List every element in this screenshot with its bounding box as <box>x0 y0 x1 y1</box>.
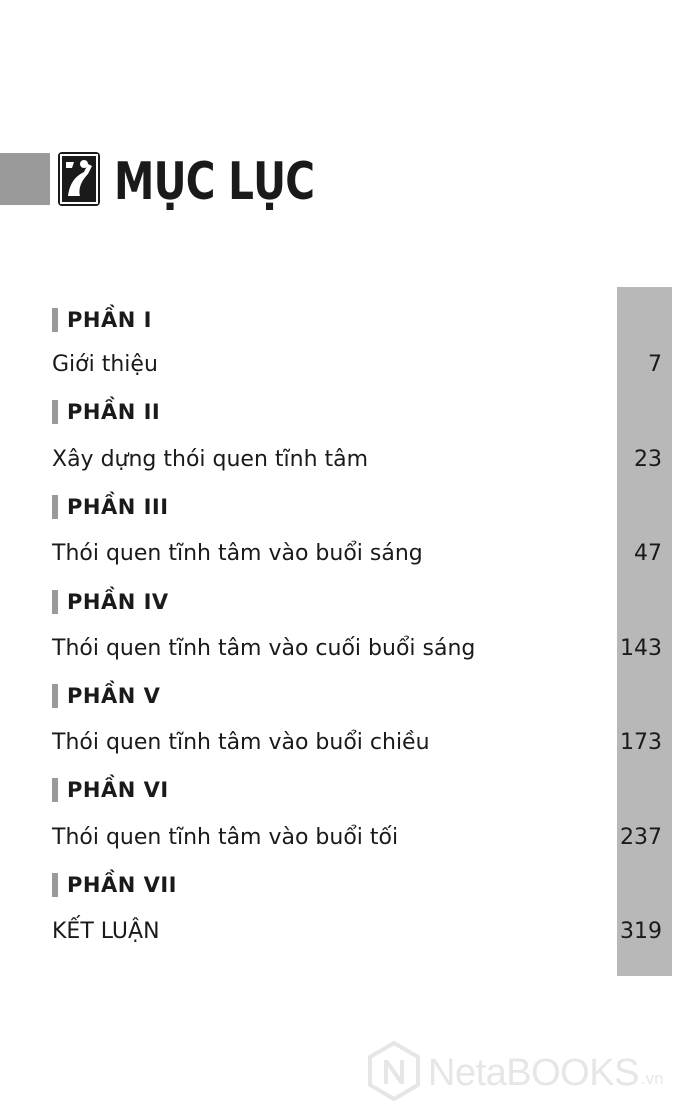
toc-entry-page: 47 <box>634 541 662 566</box>
toc-entry-page: 319 <box>620 919 662 944</box>
toc-entry-title[interactable]: KẾT LUẬN <box>52 919 160 944</box>
part-marker <box>52 495 58 519</box>
toc-entry-title[interactable]: Giới thiệu <box>52 352 158 377</box>
watermark-suffix: .vn <box>640 1069 664 1088</box>
toc-part-heading <box>52 681 160 711</box>
toc-entry-title[interactable]: Xây dựng thói quen tĩnh tâm <box>52 447 369 472</box>
part-marker <box>52 778 58 802</box>
part-label: PHẦN II <box>67 400 161 424</box>
toc-part-heading <box>52 492 169 522</box>
watermark-brand: NetaBOOKS <box>428 1051 639 1094</box>
toc-entry-page: 143 <box>620 636 662 661</box>
watermark <box>366 1040 664 1106</box>
part-label: PHẦN V <box>67 684 161 708</box>
toc-entry-page: 7 <box>648 352 662 377</box>
toc-entry-title[interactable]: Thói quen tĩnh tâm vào buổi sáng <box>52 541 423 566</box>
toc-entry-page: 23 <box>634 447 662 472</box>
part-label: PHẦN I <box>67 308 152 332</box>
toc-part-heading <box>52 397 160 427</box>
part-marker <box>52 590 58 614</box>
toc-entry-title[interactable]: Thói quen tĩnh tâm vào buổi chiều <box>52 730 430 755</box>
part-label: PHẦN VI <box>67 778 169 802</box>
page-title: MỤC LỤC <box>114 152 315 212</box>
toc-entry-page: 173 <box>620 730 662 755</box>
part-label: PHẦN VII <box>67 873 177 897</box>
hexagon-n-logo-icon <box>366 1040 422 1106</box>
toc-part-heading <box>52 775 169 805</box>
toc-part-heading <box>52 305 152 335</box>
part-label: PHẦN IV <box>67 590 169 614</box>
part-marker <box>52 873 58 897</box>
toc-entry-page: 237 <box>620 825 662 850</box>
part-label: PHẦN III <box>67 495 169 519</box>
part-marker <box>52 684 58 708</box>
part-marker <box>52 308 58 332</box>
toc-entry-title[interactable]: Thói quen tĩnh tâm vào cuối buổi sáng <box>52 636 476 661</box>
toc-part-heading <box>52 587 169 617</box>
part-marker <box>52 400 58 424</box>
toc-entry-title[interactable]: Thói quen tĩnh tâm vào buổi tối <box>52 825 399 850</box>
toc-part-heading <box>52 870 177 900</box>
